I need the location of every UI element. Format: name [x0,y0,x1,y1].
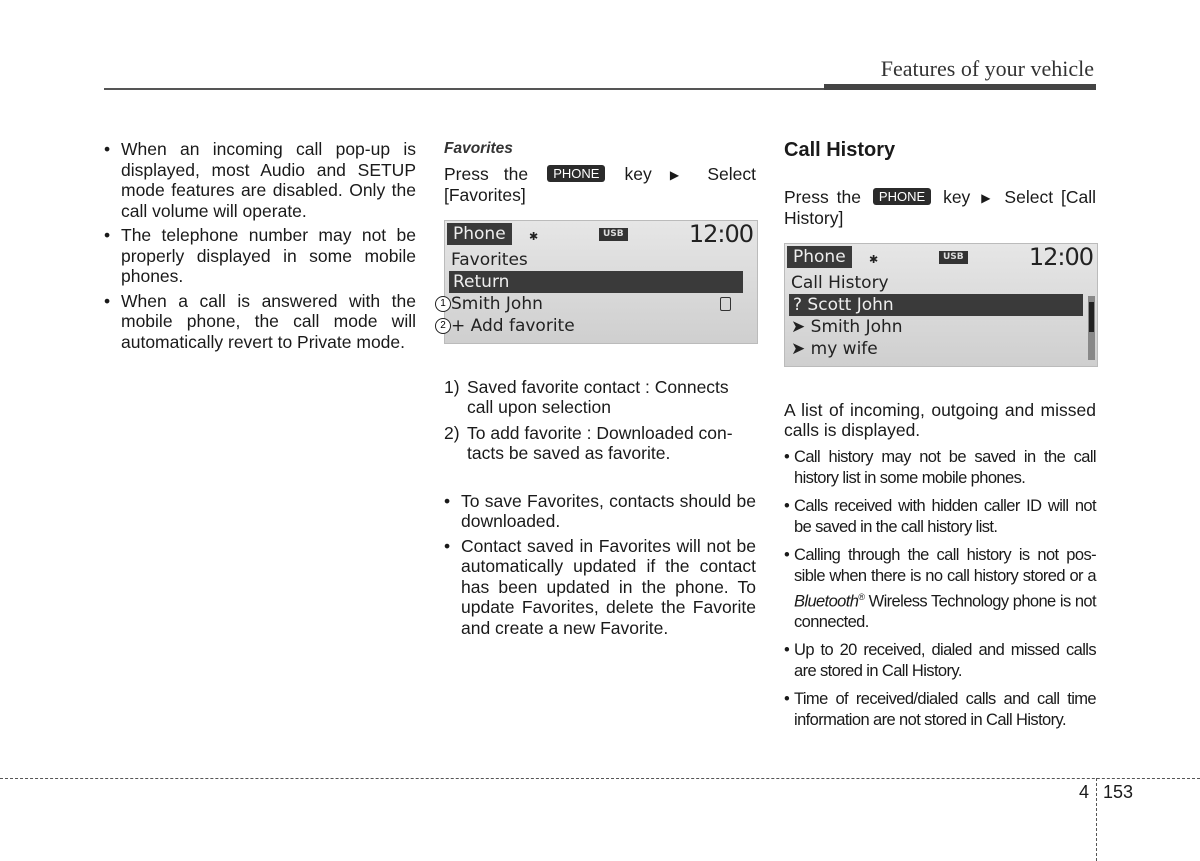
screen-subtitle: Call History [791,272,889,293]
instruction-text: key [943,186,971,207]
menu-item-label: Smith John [810,316,903,337]
bullet-item: • When a call is answered with the mobile phone, the call mode will automatically revert to Private mode. [104,291,416,353]
bullet-item: • To save Favorites, contacts should be downloaded. [444,491,756,532]
screen-clock: 12:00 [1028,242,1093,271]
menu-item-label: my wife [810,338,878,359]
instruction-text: Press the [444,163,529,184]
bullet-item: • Calls received with hidden caller ID will not be saved in the call history list. [784,496,1096,538]
incoming-call-icon: ➤ [791,338,806,359]
bullet-list [444,491,756,639]
header-rule-accent [824,84,1096,90]
scrollbar[interactable] [1088,296,1095,360]
screen-status-bar [445,221,757,247]
arrow-right-icon: ▶ [669,167,690,182]
bullet-item: • Contact saved in Favorites will not be automatically updated if the contact has been updated in the phone. To update Favorites, delete the Favorite and create a new Favorite. [444,536,756,639]
instruction-text: key [624,163,652,184]
menu-item-label: Smith John [451,293,543,314]
bullet-item: • When an incoming call pop-up is displayed, most Audio and SETUP mode features are disabled. Only the call volume will operate. [104,139,416,221]
bullet-item: • Time of received/dialed calls and call time information are not stored in Call History. [784,689,1096,731]
note-number: 2) [444,422,460,443]
menu-item-label: + Add favorite [451,315,575,336]
favorites-instruction [444,164,756,206]
footer-divider [1096,778,1097,861]
screen-subtitle: Favorites [451,249,528,270]
screen-clock: 12:00 [688,219,753,248]
screen-app-label: Phone [447,223,512,245]
page-number: 153 [1103,782,1134,802]
call-history-instruction [784,187,1096,229]
bluetooth-brand-text: Bluetooth [794,592,859,610]
note-number: 1) [444,376,460,397]
column-2 [440,139,756,642]
call-history-screen [784,243,1098,367]
bullet-item: • Up to 20 received, dialed and missed calls are stored in Call History. [784,640,1096,682]
bullet-text: Wireless Technology phone is not connected. [794,592,1096,631]
column-1 [104,139,416,356]
numbered-notes [444,377,756,464]
screen-menu-item-contact[interactable] [440,293,757,315]
screen-status-bar [785,244,1097,270]
phone-key-badge: PHONE [873,188,931,205]
column-3 [784,139,1096,738]
arrow-right-icon: ▶ [981,190,994,205]
call-history-item[interactable] [789,294,1083,316]
bullet-text: Calling through the call history is not pos-sible when there is no call history stored or a [794,545,1096,585]
usb-icon: USB [939,251,968,264]
callout-marker: 1 [435,296,451,312]
footer-rule [0,778,1200,779]
call-history-item[interactable] [785,338,1097,360]
mobile-phone-icon [720,297,731,311]
menu-item-label: ? Scott John [793,294,894,315]
favorites-screen [440,219,758,344]
note-text: To add favorite : Downloaded con-tacts be saved as favorite. [467,422,733,463]
chapter-number: 4 [1079,782,1090,802]
outgoing-call-icon: ➤ [791,316,806,337]
call-history-intro: A list of incoming, outgoing and missed calls is displayed. [784,399,1096,440]
favorites-heading: Favorites [444,140,513,157]
bullet-item [784,545,1096,634]
bullet-list [784,447,1096,732]
callout-marker: 2 [435,318,451,334]
usb-icon: USB [599,228,628,241]
phone-key-badge: PHONE [547,165,605,182]
bluetooth-icon: ✱ [529,229,539,243]
page-header-title: Features of your vehicle [880,56,1094,81]
instruction-text: Select [Favorites] [444,163,756,205]
note-item [444,377,756,418]
instruction-text: Select [Call History] [784,186,1096,228]
bullet-item: • The telephone number may not be properly displayed in some mobile phones. [104,225,416,287]
menu-item-label: Return [453,271,510,292]
bullet-item: • Call history may not be saved in the call history list in some mobile phones. [784,447,1096,489]
screen-menu-item-return[interactable] [449,271,743,293]
screen-app-label: Phone [787,246,852,268]
call-history-item[interactable] [785,316,1097,338]
instruction-text: Press the [784,186,861,207]
bluetooth-icon: ✱ [869,252,879,266]
note-item [444,423,756,464]
bullet-list [104,139,416,352]
registered-mark: ® [858,591,865,602]
call-history-heading: Call History [784,139,896,161]
screen-menu-item-add-favorite[interactable] [440,315,757,337]
note-text: Saved favorite contact : Connects call upon selection [467,376,729,417]
